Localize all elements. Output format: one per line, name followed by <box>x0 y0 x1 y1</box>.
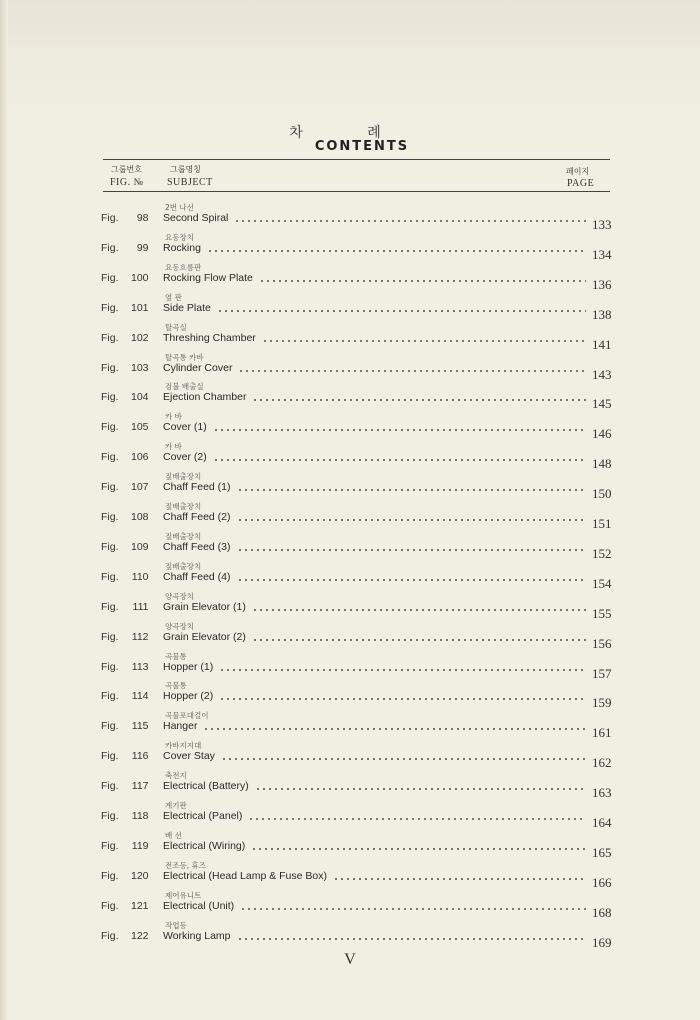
fig-prefix: Fig. <box>101 481 119 493</box>
toc-row <box>0 262 700 292</box>
subject-korean: 짚배출장치 <box>165 562 202 571</box>
fig-value: 110 <box>131 571 149 583</box>
dot-leader <box>252 635 586 645</box>
fig-prefix: Fig. <box>101 421 119 433</box>
dot-leader <box>252 605 586 615</box>
fig-number <box>101 302 149 314</box>
toc-row <box>0 770 700 800</box>
page-ref: 148 <box>592 456 612 471</box>
subject-english: Rocking <box>163 242 201 254</box>
header-page-en: PAGE <box>567 178 595 189</box>
fig-value: 107 <box>130 481 149 493</box>
subject-english: Rocking Flow Plate <box>163 272 253 284</box>
fig-value: 109 <box>130 541 149 553</box>
page-ref: 133 <box>592 217 612 232</box>
subject-korean: 제어유니트 <box>165 891 202 900</box>
fig-prefix: Fig. <box>101 870 119 882</box>
fig-prefix: Fig. <box>101 362 119 374</box>
fig-value: 120 <box>130 870 149 882</box>
fig-prefix: Fig. <box>101 212 119 224</box>
fig-prefix: Fig. <box>101 571 119 583</box>
fig-prefix: Fig. <box>101 391 119 403</box>
subject-korean: 카 바 <box>165 412 182 421</box>
header-fig-en: FIG. № <box>110 177 144 188</box>
fig-number <box>101 750 149 762</box>
subject-english: Electrical (Head Lamp & Fuse Box) <box>163 870 327 882</box>
subject-korean: 곡물포대걸이 <box>165 711 209 720</box>
dot-leader <box>255 784 586 794</box>
header-fig-kr: 그룹번호 <box>111 165 142 174</box>
fig-prefix: Fig. <box>101 242 119 254</box>
page-ref: 163 <box>592 785 612 800</box>
dot-leader <box>240 904 586 914</box>
dot-leader <box>217 306 586 316</box>
subject-korean: 탈곡통 카바 <box>165 353 204 362</box>
fig-number <box>101 391 149 403</box>
fig-value: 113 <box>131 661 149 673</box>
page-ref: 151 <box>592 516 612 531</box>
fig-value: 114 <box>131 690 149 702</box>
fig-value: 112 <box>131 631 149 643</box>
subject-english: Chaff Feed (1) <box>163 481 231 493</box>
subject-korean: 곡물통 <box>165 681 187 690</box>
fig-prefix: Fig. <box>101 302 119 314</box>
page-ref: 166 <box>592 875 612 890</box>
page-ref: 159 <box>592 695 612 710</box>
subject-korean: 축전지 <box>165 771 187 780</box>
page-ref: 157 <box>592 666 612 681</box>
dot-leader <box>238 366 586 376</box>
toc-row <box>0 680 700 710</box>
fig-number <box>101 631 149 643</box>
dot-leader <box>213 425 586 435</box>
toc-row <box>0 651 700 681</box>
toc-row <box>0 232 700 262</box>
dot-leader <box>252 395 586 405</box>
page-ref: 141 <box>592 337 612 352</box>
dot-leader <box>219 694 586 704</box>
fig-number <box>101 720 149 732</box>
fig-number <box>101 661 149 673</box>
dot-leader <box>259 276 586 286</box>
fig-number <box>101 870 149 882</box>
subject-english: Electrical (Panel) <box>163 810 243 822</box>
subject-korean: 곡물통 <box>165 652 187 661</box>
title-english: CONTENTS <box>314 139 410 154</box>
toc-row <box>0 621 700 651</box>
fig-value: 98 <box>136 212 149 224</box>
subject-korean: 짚배출장치 <box>165 472 202 481</box>
fig-number <box>101 601 149 613</box>
fig-prefix: Fig. <box>101 601 119 613</box>
fig-prefix: Fig. <box>101 511 119 523</box>
subject-english: Hopper (1) <box>163 661 214 673</box>
fig-value: 102 <box>130 332 149 344</box>
toc-row <box>0 471 700 501</box>
subject-korean: 양곡장치 <box>165 592 194 601</box>
dot-leader <box>207 246 586 256</box>
dot-leader <box>219 665 586 675</box>
fig-prefix: Fig. <box>101 930 119 942</box>
fig-value: 99 <box>136 242 149 254</box>
toc-row <box>0 591 700 621</box>
dot-leader <box>248 814 586 824</box>
dot-leader <box>213 455 586 465</box>
page-ref: 134 <box>592 247 612 262</box>
subject-english: Ejection Chamber <box>163 391 247 403</box>
toc-row <box>0 411 700 441</box>
page-ref: 145 <box>592 396 612 411</box>
subject-korean: 짚배출장치 <box>165 532 202 541</box>
toc-row <box>0 830 700 860</box>
page-ref: 154 <box>592 576 612 591</box>
subject-korean: 배 선 <box>165 831 182 840</box>
toc-row <box>0 441 700 471</box>
toc-row <box>0 381 700 411</box>
toc-row <box>0 531 700 561</box>
fig-number <box>101 362 149 374</box>
header-page-kr: 페이지 <box>566 167 590 176</box>
fig-value: 117 <box>131 780 149 792</box>
subject-english: Grain Elevator (2) <box>163 631 246 643</box>
subject-english: Working Lamp <box>163 930 231 942</box>
fig-prefix: Fig. <box>101 840 119 852</box>
fig-value: 101 <box>130 302 149 314</box>
subject-english: Electrical (Battery) <box>163 780 249 792</box>
fig-prefix: Fig. <box>101 661 119 673</box>
toc-row <box>0 800 700 830</box>
subject-english: Cover Stay <box>163 750 215 762</box>
fig-value: 122 <box>130 930 149 942</box>
toc-row <box>0 202 700 232</box>
subject-korean: 작업등 <box>165 921 187 930</box>
dot-leader <box>251 844 586 854</box>
subject-korean: 옆 판 <box>165 293 182 302</box>
subject-english: Side Plate <box>163 302 211 314</box>
toc-row <box>0 920 700 950</box>
header-subject-en: SUBJECT <box>167 177 213 188</box>
fig-value: 103 <box>130 362 149 374</box>
toc-row <box>0 501 700 531</box>
fig-value: 111 <box>132 601 149 613</box>
toc-row <box>0 322 700 352</box>
subject-korean: 짚배출장치 <box>165 502 202 511</box>
header-top-rule <box>103 159 610 160</box>
toc-row <box>0 292 700 322</box>
fig-prefix: Fig. <box>101 900 119 912</box>
fig-number <box>101 780 149 792</box>
subject-english: Cover (1) <box>163 421 207 433</box>
fig-prefix: Fig. <box>101 541 119 553</box>
fig-number <box>101 242 149 254</box>
dot-leader <box>221 754 586 764</box>
subject-korean: 양곡장치 <box>165 622 194 631</box>
dot-leader <box>262 336 586 346</box>
header-bottom-rule <box>103 191 610 192</box>
fig-value: 108 <box>130 511 149 523</box>
subject-english: Second Spiral <box>163 212 229 224</box>
title-korean: 차 례 <box>289 125 411 141</box>
fig-number <box>101 421 149 433</box>
dot-leader <box>237 515 586 525</box>
fig-value: 105 <box>130 421 149 433</box>
page-ref: 136 <box>592 277 612 292</box>
fig-value: 115 <box>131 720 149 732</box>
toc-row <box>0 740 700 770</box>
page-ref: 169 <box>592 935 612 950</box>
dot-leader <box>237 545 586 555</box>
fig-number <box>101 511 149 523</box>
fig-prefix: Fig. <box>101 810 119 822</box>
fig-number <box>101 451 149 463</box>
fig-prefix: Fig. <box>101 750 119 762</box>
subject-english: Cover (2) <box>163 451 207 463</box>
dot-leader <box>237 934 586 944</box>
subject-english: Hanger <box>163 720 198 732</box>
subject-korean: 카 바 <box>165 442 182 451</box>
toc-row <box>0 710 700 740</box>
subject-english: Threshing Chamber <box>163 332 256 344</box>
subject-korean: 검불 배출실 <box>165 382 204 391</box>
page-ref: 138 <box>592 307 612 322</box>
subject-korean: 계기판 <box>165 801 187 810</box>
subject-english: Chaff Feed (2) <box>163 511 231 523</box>
dot-leader <box>234 216 586 226</box>
fig-number <box>101 571 149 583</box>
fig-value: 100 <box>130 272 149 284</box>
page-ref: 143 <box>592 367 612 382</box>
fig-number <box>101 481 149 493</box>
subject-korean: 탈곡실 <box>165 323 187 332</box>
fig-value: 121 <box>130 900 149 912</box>
fig-value: 104 <box>130 391 149 403</box>
toc-row <box>0 352 700 382</box>
fig-prefix: Fig. <box>101 690 119 702</box>
page-ref: 164 <box>592 815 612 830</box>
subject-english: Hopper (2) <box>163 690 214 702</box>
toc-row <box>0 860 700 890</box>
fig-value: 116 <box>131 750 149 762</box>
page-ref: 161 <box>592 725 612 740</box>
fig-number <box>101 332 149 344</box>
subject-korean: 요동흐름판 <box>165 263 202 272</box>
page-ref: 155 <box>592 606 612 621</box>
page-ref: 162 <box>592 755 612 770</box>
subject-english: Chaff Feed (4) <box>163 571 231 583</box>
fig-value: 119 <box>131 840 149 852</box>
fig-prefix: Fig. <box>101 332 119 344</box>
fig-number <box>101 840 149 852</box>
toc-row <box>0 561 700 591</box>
fig-prefix: Fig. <box>101 272 119 284</box>
fig-value: 118 <box>131 810 149 822</box>
fig-prefix: Fig. <box>101 780 119 792</box>
dot-leader <box>237 485 586 495</box>
fig-prefix: Fig. <box>101 720 119 732</box>
subject-korean: 2번 나선 <box>165 203 194 212</box>
subject-english: Cylinder Cover <box>163 362 233 374</box>
dot-leader <box>237 575 586 585</box>
subject-korean: 카바지지대 <box>165 741 202 750</box>
fig-number <box>101 212 149 224</box>
page-number: V <box>344 951 356 968</box>
fig-number <box>101 272 149 284</box>
fig-number <box>101 810 149 822</box>
subject-korean: 전조등, 휴즈 <box>165 861 206 870</box>
page-ref: 146 <box>592 426 612 441</box>
fig-prefix: Fig. <box>101 631 119 643</box>
subject-english: Chaff Feed (3) <box>163 541 231 553</box>
header-subject-kr: 그룹명칭 <box>170 165 201 174</box>
dot-leader <box>333 874 586 884</box>
fig-prefix: Fig. <box>101 451 119 463</box>
fig-value: 106 <box>130 451 149 463</box>
subject-korean: 요동장치 <box>165 233 194 242</box>
subject-english: Electrical (Wiring) <box>163 840 246 852</box>
fig-number <box>101 930 149 942</box>
toc-row <box>0 890 700 920</box>
page-ref: 168 <box>592 905 612 920</box>
page-ref: 152 <box>592 546 612 561</box>
fig-number <box>101 900 149 912</box>
page-ref: 156 <box>592 636 612 651</box>
subject-english: Electrical (Unit) <box>163 900 235 912</box>
fig-number <box>101 690 149 702</box>
dot-leader <box>203 724 586 734</box>
page-ref: 165 <box>592 845 612 860</box>
page-ref: 150 <box>592 486 612 501</box>
subject-english: Grain Elevator (1) <box>163 601 246 613</box>
fig-number <box>101 541 149 553</box>
